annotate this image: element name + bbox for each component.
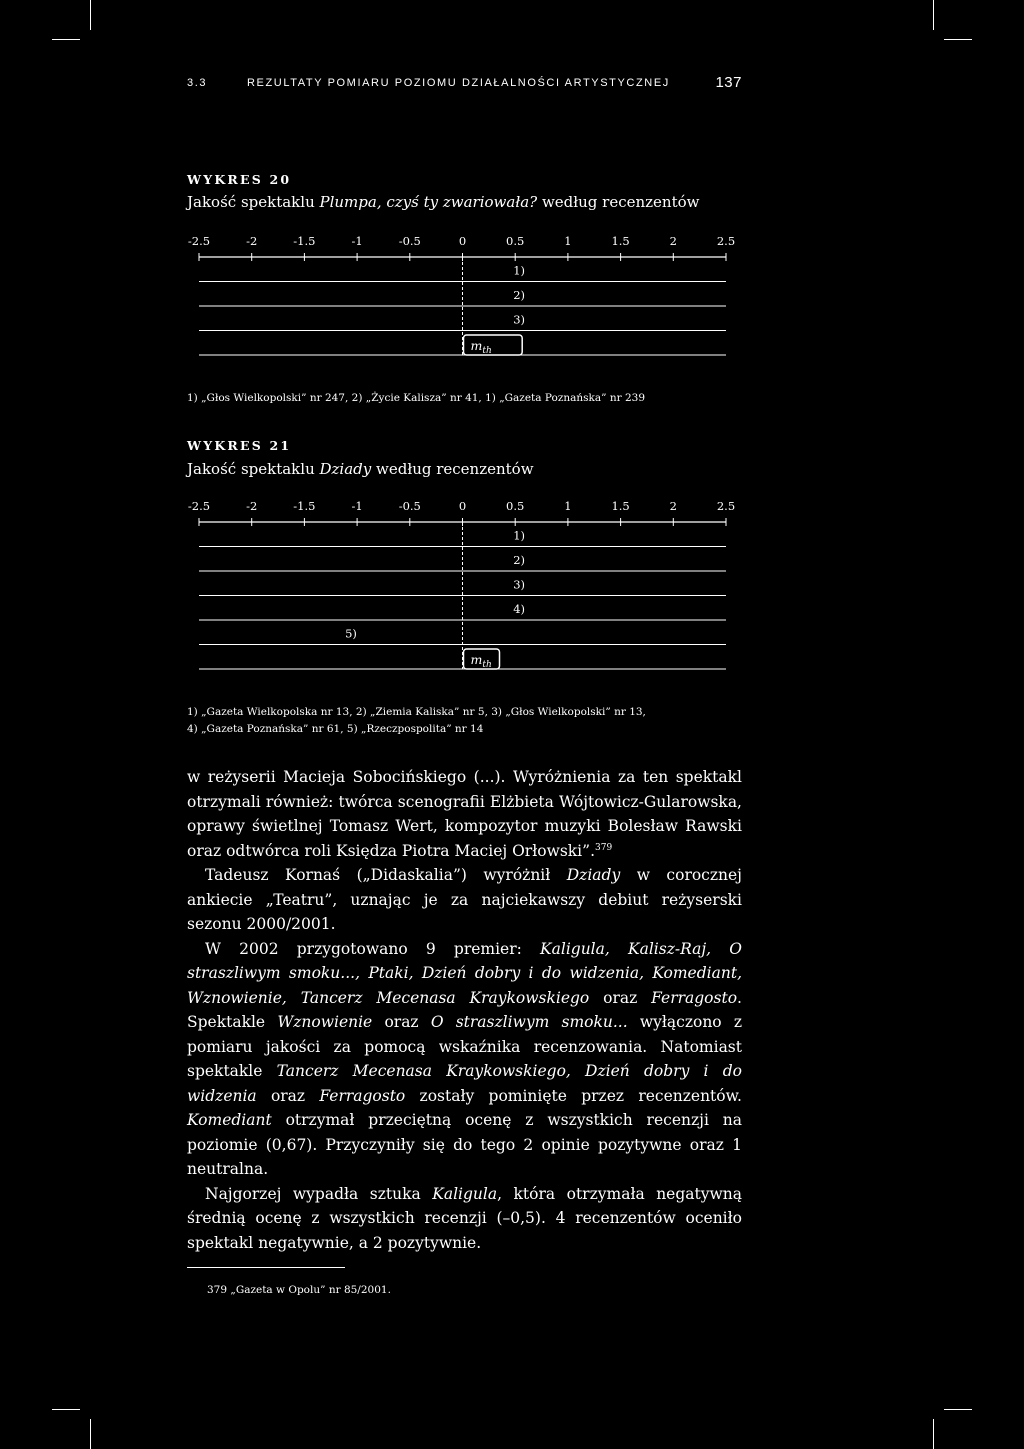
paragraph-text: oraz xyxy=(372,1013,431,1031)
tick-label: 0.5 xyxy=(506,234,525,248)
review-label: 1) xyxy=(513,528,526,543)
crop-mark xyxy=(933,0,934,30)
legend-line: 4) „Gazeta Poznańska” nr 61, 5) „Rzeczpospolita” nr 14 xyxy=(187,723,484,735)
tick-label: 1.5 xyxy=(611,234,630,248)
paragraph-italic: Kaligula xyxy=(432,1184,498,1203)
tick-label: 0 xyxy=(458,234,467,248)
legend-line: 1) „Gazeta Wielkopolska nr 13, 2) „Ziemia Kaliska” nr 5, 3) „Głos Wielkopolski” nr 13, xyxy=(187,706,646,718)
figure-title-text: Jakość spektaklu xyxy=(187,193,320,211)
tick-label: 0.5 xyxy=(506,499,525,513)
review-label: 1) xyxy=(513,263,526,278)
paragraph-italic: Wznowienie xyxy=(277,1013,373,1031)
paragraph-text: oraz xyxy=(256,1086,320,1105)
figure-title xyxy=(187,193,700,211)
crop-mark xyxy=(944,39,972,40)
paragraph-italic: Kaligula, Kalisz-Raj, O straszliwym smoku..., Ptaki, Dzień dobry i do widzenia, Komediant, Wznowienie, Tancerz Mecenasa Kraykowskiego xyxy=(187,939,742,1007)
paragraph-italic: Dziady xyxy=(566,866,621,884)
review-label: 3) xyxy=(513,577,526,592)
crop-mark xyxy=(52,39,80,40)
figure-label: WYKRES 20 xyxy=(187,172,292,187)
paragraph-italic: Tancerz Mecenasa Kraykowskiego, Dzień dobry i do widzenia xyxy=(187,1062,742,1105)
tick-label: 1.5 xyxy=(611,499,630,513)
tick-label: 1 xyxy=(564,234,572,248)
tick-label: 2.5 xyxy=(716,499,736,513)
figure-label: WYKRES 21 xyxy=(187,438,292,453)
tick-label: -2.5 xyxy=(187,234,211,248)
tick-label: 1 xyxy=(564,499,572,513)
crop-mark xyxy=(944,1409,972,1410)
section-title: REZULTATY POMIARU POZIOMU DZIAŁALNOŚCI ARTYSTYCZNEJ xyxy=(247,77,670,89)
tick-label: 2 xyxy=(669,234,677,248)
figure-title-italic: Dziady xyxy=(319,460,372,478)
tick-label: -2 xyxy=(246,499,258,513)
tick-label: -1 xyxy=(351,499,363,513)
chart-wykres-21 xyxy=(170,495,750,675)
paragraph-text: Najgorzej wypadła sztuka xyxy=(205,1184,433,1203)
footnote-rule xyxy=(187,1267,345,1268)
review-label: 2) xyxy=(513,553,526,567)
paragraph-text: w reżyserii Macieja Sobocińskiego (...). Wyróżnienia za ten spektakl otrzymali również: twórca scenografii Elżbieta Wójtowicz-Gularowska, oprawy świetlnej Tomasz Wert, kompozytor muzyki Bolesław Rawski oraz odtwórca roli Księdza Piotra Maciej Orłowski”. xyxy=(187,768,742,860)
tick-label: -0.5 xyxy=(398,234,421,248)
footnote-ref: 379 xyxy=(595,842,613,853)
review-label: 3) xyxy=(513,312,526,327)
paragraph-text: zostały pominięte przez recenzentów. xyxy=(405,1086,742,1105)
figure-title-italic: Plumpa, czyś ty zwariowała? xyxy=(319,193,538,211)
crop-mark xyxy=(90,0,91,30)
paragraph xyxy=(187,937,742,1182)
tick-label: -1.5 xyxy=(293,234,316,248)
paragraph xyxy=(187,863,742,937)
paragraph-text: Tadeusz Kornaś („Didaskalia”) wyróżnił xyxy=(205,866,567,884)
crop-mark xyxy=(90,1419,91,1449)
paragraph-italic: Ferragosto xyxy=(319,1086,406,1105)
review-label: 2) xyxy=(513,288,526,302)
chart-svg xyxy=(170,495,750,678)
tick-label: -1 xyxy=(351,234,363,248)
crop-mark xyxy=(933,1419,934,1449)
chart-svg xyxy=(170,230,750,364)
legend-line: 1) „Głos Wielkopolski” nr 247, 2) „Życie Kalisza” nr 41, 1) „Gazeta Poznańska” nr 239 xyxy=(187,392,646,404)
paragraph-text: oraz xyxy=(589,988,652,1007)
paragraph xyxy=(187,765,742,863)
footnote: 379 „Gazeta w Opolu” nr 85/2001. xyxy=(207,1284,391,1296)
paragraph-italic: O straszliwym smoku... xyxy=(430,1013,628,1031)
paragraph-text: W 2002 przygotowano 9 premier: xyxy=(205,939,541,958)
section-number: 3.3 xyxy=(187,77,208,89)
tick-label: -2.5 xyxy=(187,499,211,513)
paragraph-text: w corocznej ankiecie „Teatru”, uznając je za najciekawszy debiut reżyserski sezonu 2000/2001. xyxy=(187,866,742,933)
mean-label: $m_{th}$ xyxy=(470,652,492,670)
paragraph-text: otrzymał przeciętną ocenę z wszystkich recenzji na poziomie (0,67). Przyczyniły się do tego 2 opinie pozytywne oraz 1 neutralna. xyxy=(187,1111,742,1178)
paragraph-text: . Spektakle xyxy=(187,988,742,1031)
tick-label: -1.5 xyxy=(293,499,316,513)
figure-legend xyxy=(187,704,646,738)
running-head xyxy=(187,74,742,92)
figure-title-text: według recenzentów xyxy=(537,193,700,211)
figure-legend xyxy=(187,390,645,407)
paragraph xyxy=(187,1182,742,1256)
paragraph-italic: Ferragosto xyxy=(651,988,738,1007)
tick-label: 2.5 xyxy=(716,234,736,248)
tick-label: -2 xyxy=(246,234,258,248)
crop-mark xyxy=(52,1409,80,1410)
paragraph-text: , która otrzymała negatywną średnią ocenę z wszystkich recenzji (–0,5). 4 recenzentów oceniło spektakl negatywnie, a 2 pozytywnie. xyxy=(187,1184,742,1252)
paragraph-italic: Komediant xyxy=(187,1111,272,1129)
figure-title-text: Jakość spektaklu xyxy=(187,460,320,478)
chart-wykres-20 xyxy=(170,230,750,360)
tick-label: -0.5 xyxy=(398,499,421,513)
review-label: 4) xyxy=(513,602,526,616)
paragraph-text: wyłączono z pomiaru jakości za pomocą wskaźnika recenzowania. Natomiast spektakle xyxy=(187,1013,743,1080)
figure-title xyxy=(187,460,534,478)
tick-label: 0 xyxy=(458,499,467,513)
body-text xyxy=(187,765,742,1255)
review-label: 5) xyxy=(345,626,357,641)
page-number: 137 xyxy=(715,74,742,91)
tick-label: 2 xyxy=(669,499,677,513)
figure-title-text: według recenzentów xyxy=(371,460,534,478)
mean-label: $m_{th}$ xyxy=(470,338,492,356)
